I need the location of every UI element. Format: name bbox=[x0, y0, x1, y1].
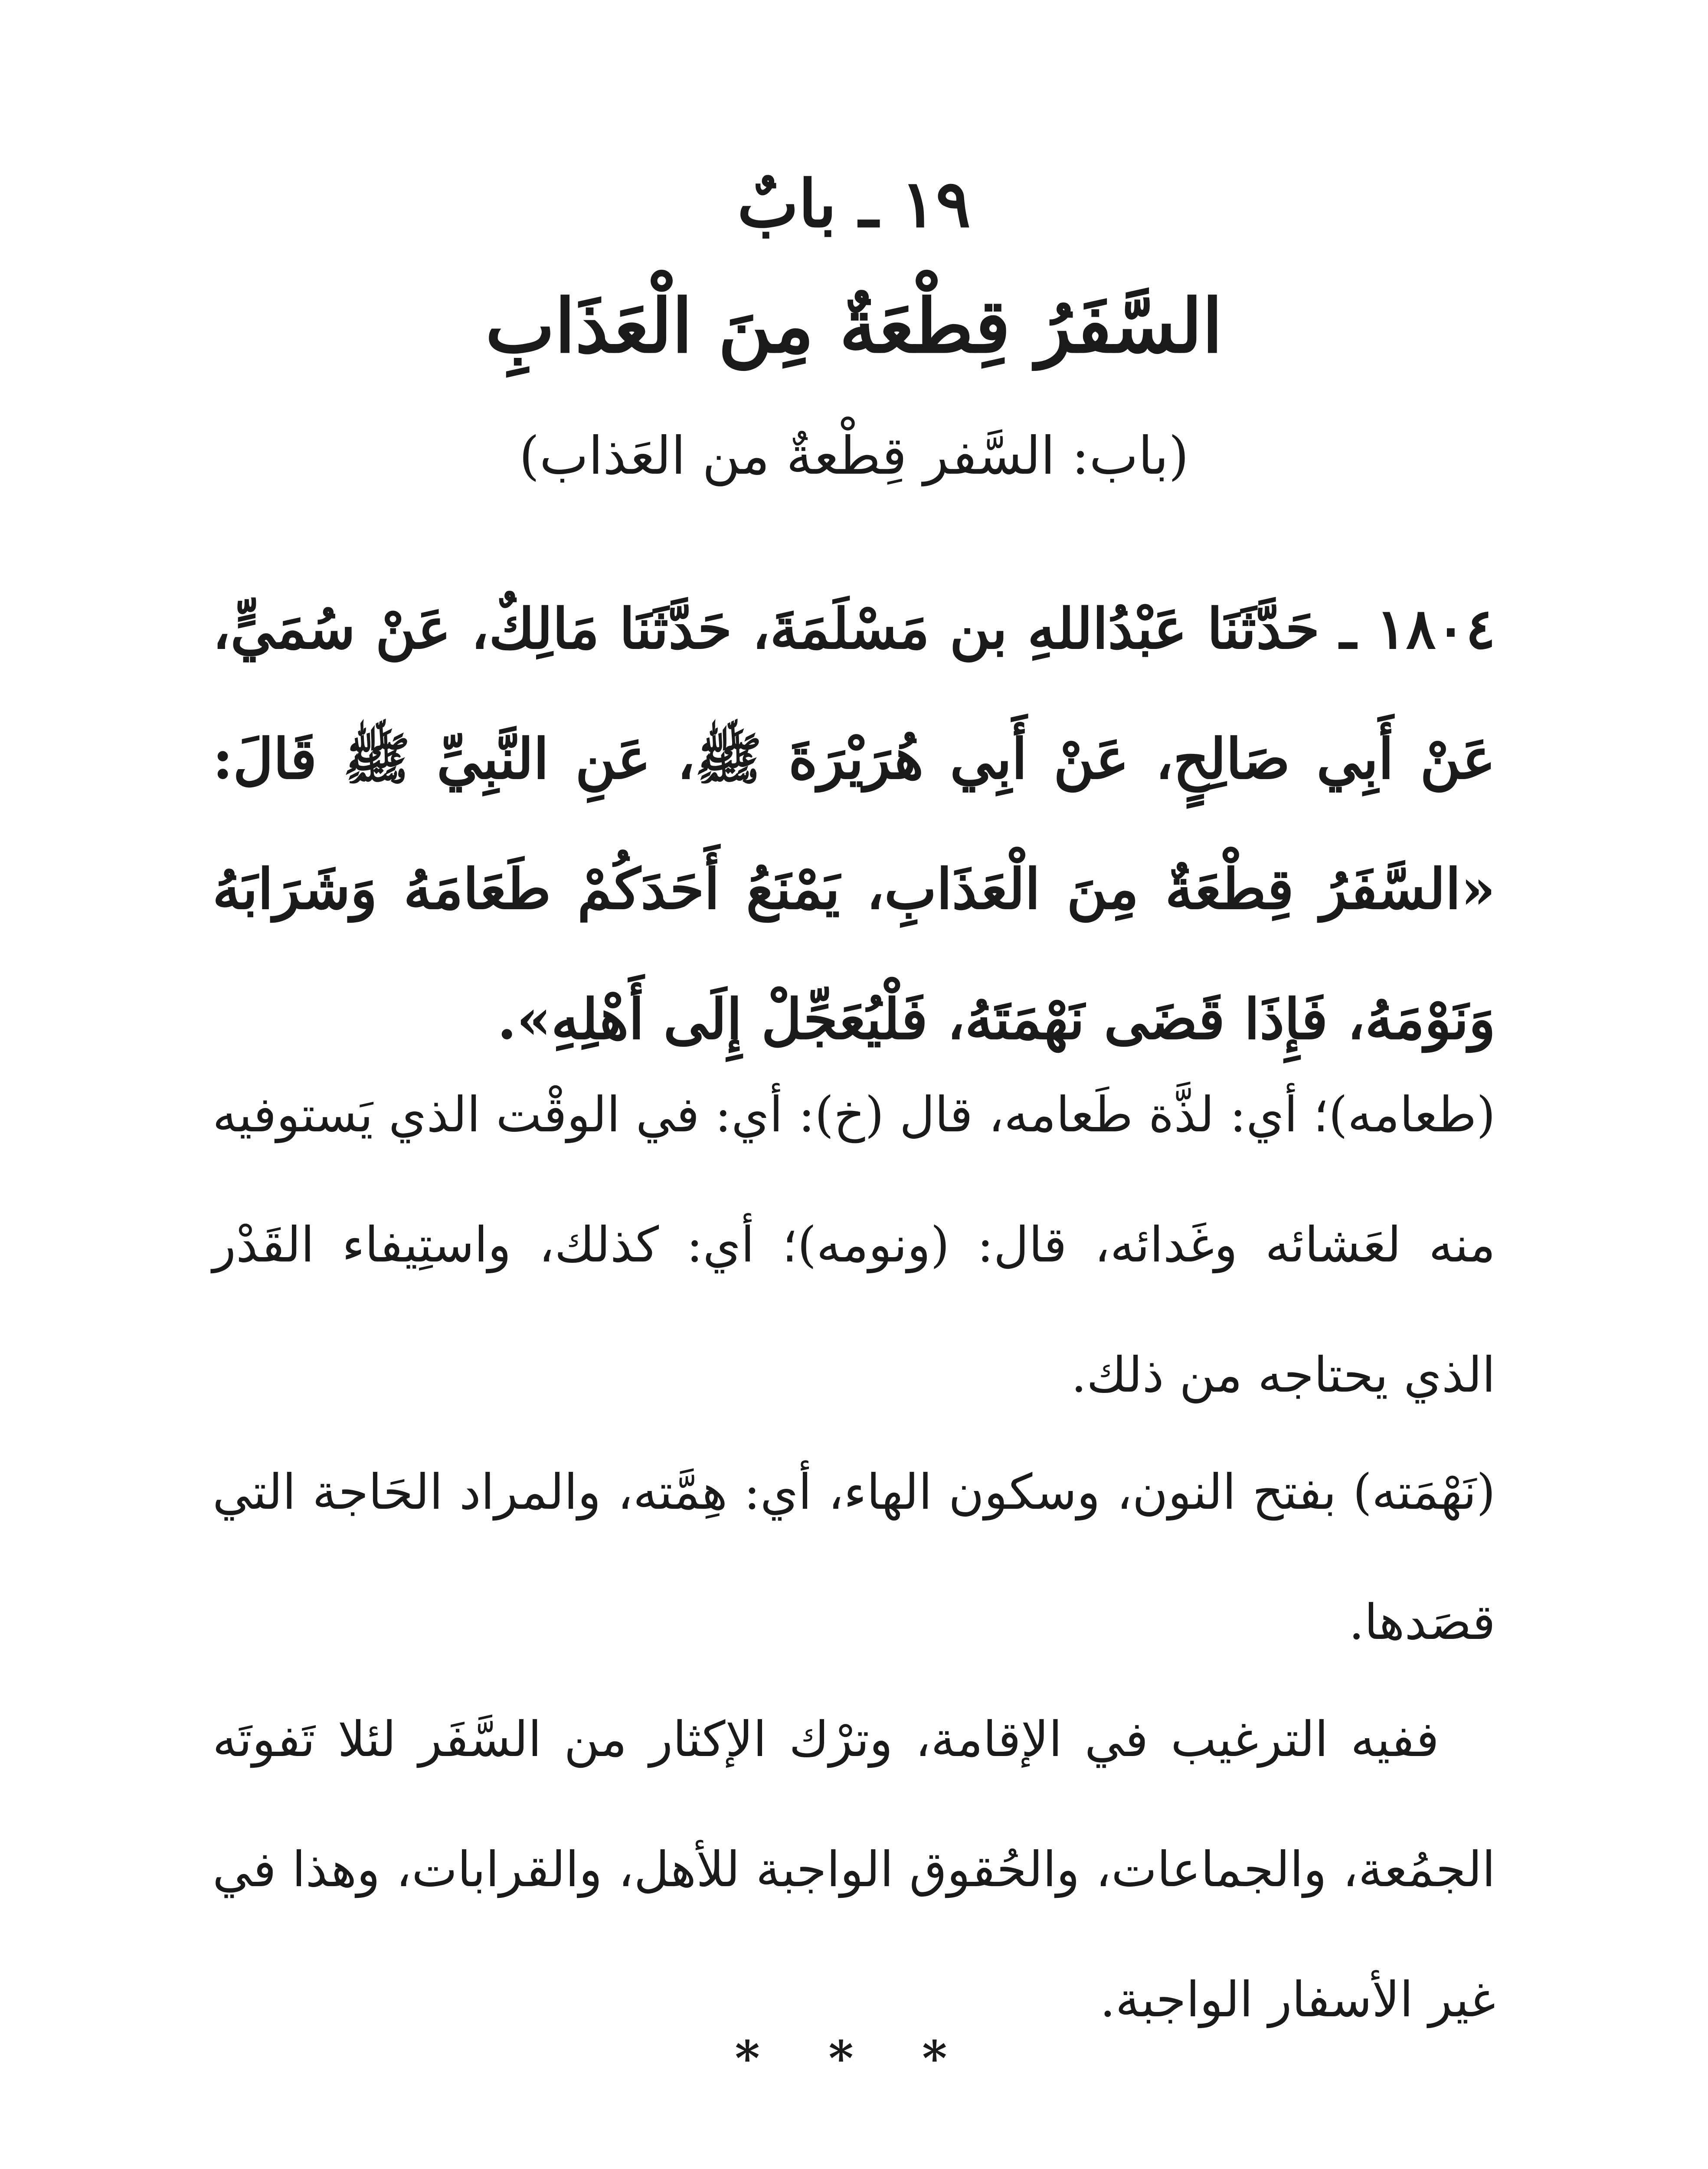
commentary-paragraph-text: ففيه الترغيب في الإقامة، وترْك الإكثار من السَّفَر لئلا تَفوتَه الجمُعة، والجماعات، والحُقوق الواجبة للأهل، والقرابات، وهذا في غير الأسفار الواجبة. bbox=[213, 1711, 1495, 2028]
commentary-paragraph: (طعامه)؛ أي: لذَّة طَعامه، قال (خ): أي: في الوقْت الذي يَستوفيه منه لعَشائه وغَدائه، قال: (ونومه)؛ أي: كذلك، واستِيفاء القَدْر الذي يحتاجه من ذلك. bbox=[213, 1087, 1495, 1403]
section-separator: * * * bbox=[735, 2030, 973, 2086]
hadith-text: ١٨٠٤ ـ حَدَّثَنَا عَبْدُاللهِ بن مَسْلَمَةَ، حَدَّثَنَا مَالِكٌ، عَنْ سُمَيٍّ، عَنْ أَبِي صَالِحٍ، عَنْ أَبِي هُرَيْرَةَ ﷺ، عَنِ النَّبِيِّ ﷺ قَالَ: «السَّفَرُ قِطْعَةٌ مِنَ الْعَذَابِ، يَمْنَعُ أَحَدَكُمْ طَعَامَهُ وَشَرَابَهُ وَنَوْمَهُ، فَإِذَا قَضَى نَهْمَتَهُ، فَلْيُعَجِّلْ إِلَى أَهْلِهِ». bbox=[213, 596, 1496, 1052]
chapter-title: السَّفَرُ قِطْعَةٌ مِنَ الْعَذَابِ bbox=[485, 283, 1223, 370]
commentary-paragraph: (نَهْمَته) بفتح النون، وسكون الهاء، أي: هِمَّته، والمراد الحَاجة التي قصَدها. bbox=[213, 1464, 1495, 1651]
chapter-subtitle: (باب: السَّفر قِطْعةٌ من العَذاب) bbox=[519, 426, 1189, 486]
commentary-paragraph bbox=[213, 1674, 1495, 2065]
chapter-number: ١٩ ـ بابٌ bbox=[737, 166, 971, 242]
